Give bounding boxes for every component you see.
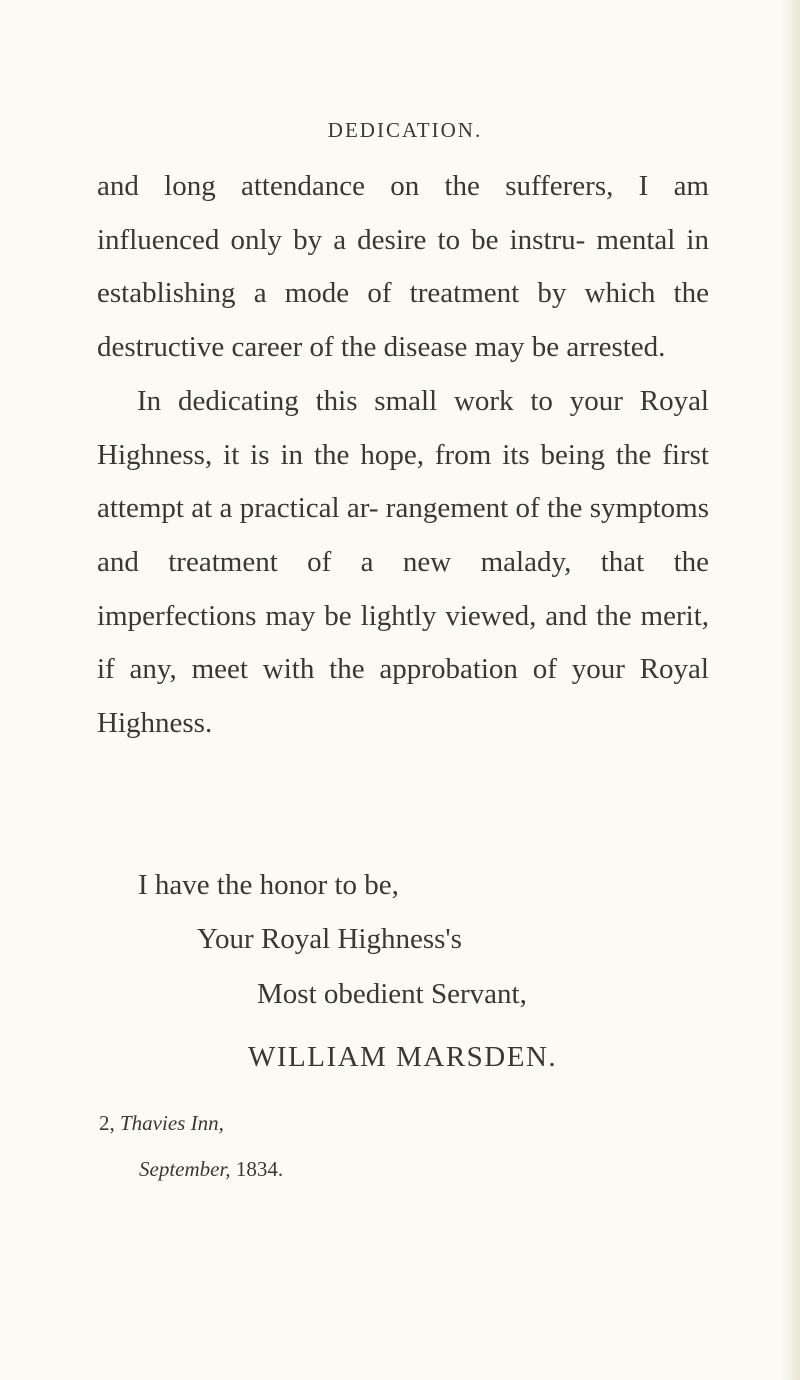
- address-place: Thavies Inn,: [120, 1111, 224, 1135]
- dedication-body: [97, 160, 709, 751]
- signature: WILLIAM MARSDEN.: [248, 1041, 558, 1073]
- closing-line-1: I have the honor to be,: [138, 869, 399, 901]
- running-head: DEDICATION.: [327, 118, 483, 142]
- address-line-1: [99, 1111, 224, 1136]
- closing-line-2: Your Royal Highness's: [197, 923, 462, 955]
- address-year: 1834.: [235, 1157, 284, 1181]
- address-month: September,: [139, 1157, 231, 1181]
- paragraph-1: and long attendance on the sufferers, I am influenced only by a desire to be instru- mental in establishing a mode of treatment by which the destructive career of the disease may be arrested.: [97, 170, 709, 364]
- closing-line-3: Most obedient Servant,: [257, 978, 527, 1010]
- address-number: 2,: [99, 1111, 115, 1135]
- paragraph-2: In dedicating this small work to your Royal Highness, it is in the hope, from its being the first attempt at a practical ar- rangement of the symptoms and treatment of a new malady, that the imperfections may be lightly viewed, and the merit, if any, meet with the approbation of your Royal Highness.: [97, 384, 709, 740]
- page-edge-shadow: [782, 0, 800, 1380]
- address-line-2: [139, 1157, 283, 1182]
